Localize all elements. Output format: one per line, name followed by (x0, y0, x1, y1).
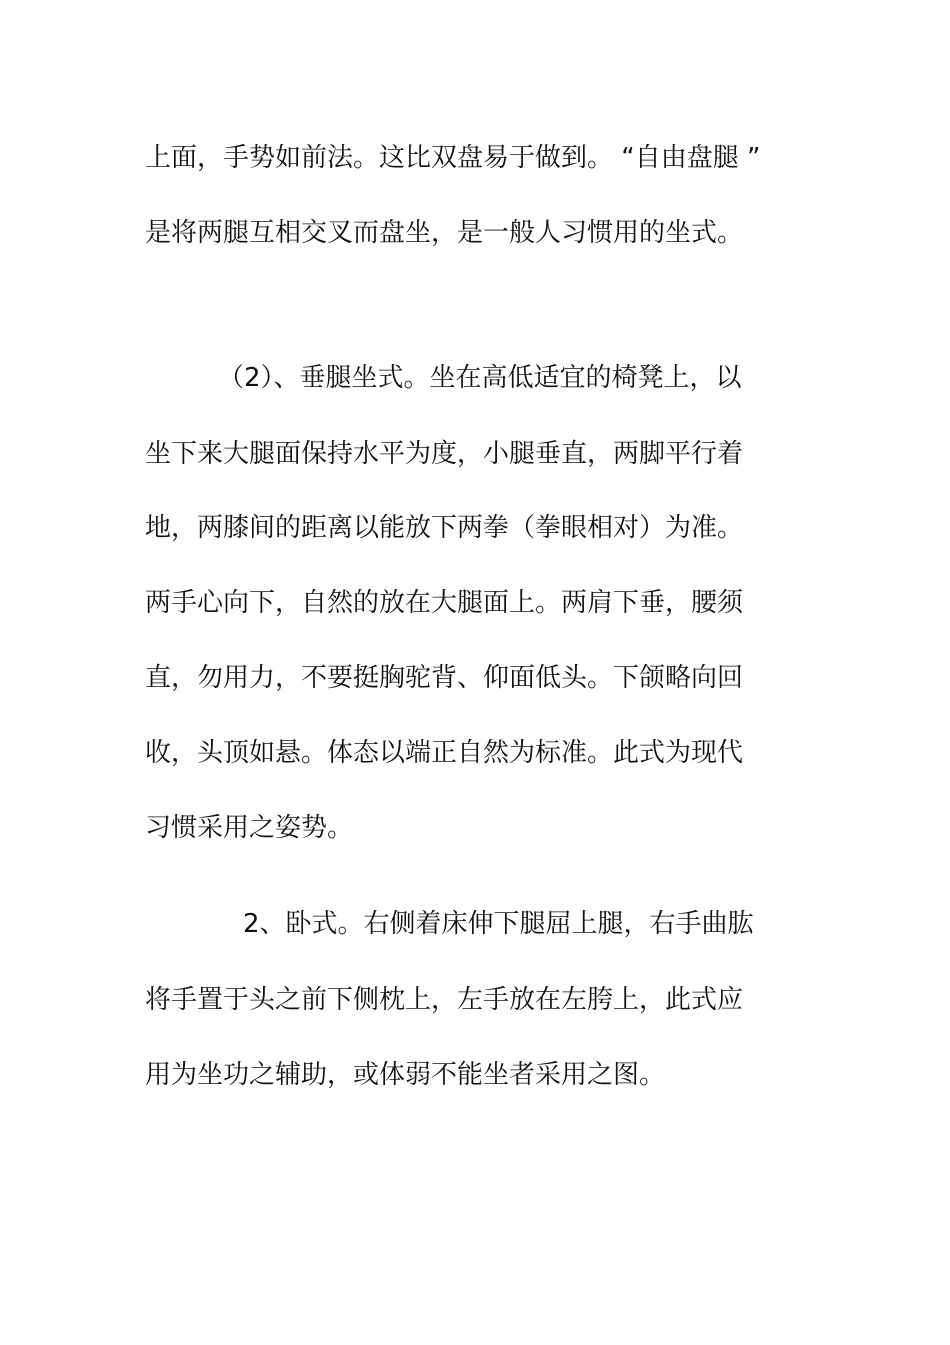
text-line: 用为坐功之辅助，或体弱不能坐者采用之图。 (145, 1060, 666, 1090)
text-line: 习惯采用之姿势。 (145, 813, 354, 843)
paragraph-heading-line: 2、卧式。右侧着床伸下腿屈上腿，右手曲肱 (243, 909, 754, 939)
text-line: 两手心向下，自然的放在大腿面上。两肩下垂，腰须 (145, 588, 744, 618)
text-line: 是将两腿互相交叉而盘坐，是一般人习惯用的坐式。 (145, 218, 744, 248)
text-line: 上面，手势如前法。这比双盘易于做到。 “自由盘腿 ” (145, 143, 761, 173)
text-line: 地，两膝间的距离以能放下两拳（拳眼相对）为准。 (145, 513, 744, 543)
text-line: 收，头顶如悬。体态以端正自然为标准。此式为现代 (145, 738, 744, 768)
text-line: 将手置于头之前下侧枕上，左手放在左胯上，此式应 (145, 985, 744, 1015)
text-line: 坐下来大腿面保持水平为度，小腿垂直，两脚平行着 (145, 439, 744, 469)
paragraph-heading-line: （2）、垂腿坐式。坐在高低适宜的椅凳上，以 (218, 363, 742, 393)
text-line: 直，勿用力，不要挺胸驼背、仰面低头。下颌略向回 (145, 663, 744, 693)
